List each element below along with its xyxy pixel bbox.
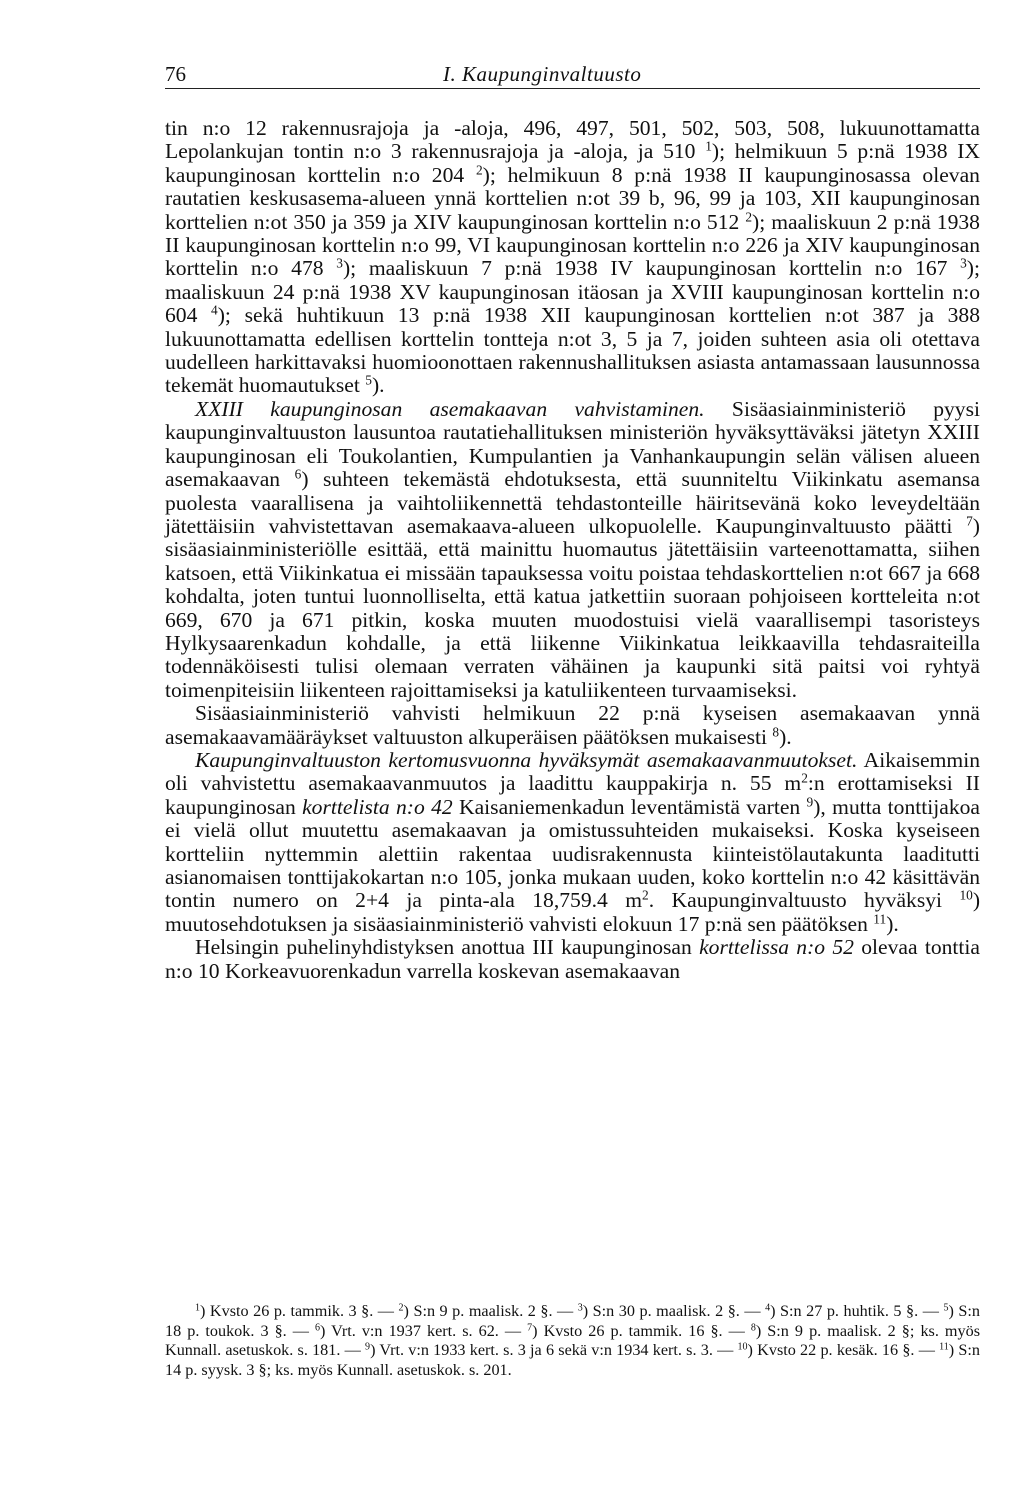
footnote-paragraph (165, 1302, 980, 1380)
paragraph (165, 936, 980, 983)
italic-heading: korttelissa n:o 52 (699, 935, 854, 960)
paragraph (165, 117, 980, 398)
text-run: ) S:n 9 p. maalisk. 2 §; ks. myös Kunnall. asetuskok. s. 181. — (165, 1321, 980, 1360)
paragraph (165, 398, 980, 702)
text-run: ). (371, 373, 385, 398)
footnote-marker: 11 (873, 911, 887, 927)
text-run: :n erottamiseksi II kaupunginosan (165, 771, 980, 819)
text-run: ). (779, 724, 792, 749)
text-run: Kaisaniemenkadun leventämistä varten (452, 794, 807, 819)
footnote-marker: 7 (527, 1322, 533, 1334)
running-header (165, 62, 980, 90)
text-run: Sisäasiainministeriö vahvisti helmikuun 22 p:nä kyseisen asemakaavan ynnä asemakaavamääräykset valtuuston alkuperäisen päätöksen mukaisesti (165, 701, 980, 749)
text-run: ); helmikuun 5 p:nä 1938 IX kaupunginosan korttelin n:o 204 (165, 139, 980, 187)
paragraph (165, 749, 980, 936)
text-run: ); maaliskuun 2 p:nä 1938 II kaupunginosan korttelin n:o 99, VI kaupunginosan korttelin n:o 226 ja XIV kaupunginosan korttelin n:o 478 (165, 209, 980, 281)
text-run: ) Vrt. v:n 1933 kert. s. 3 ja 6 sekä v:n 1934 kert. s. 3. — (370, 1341, 738, 1360)
text-run: ); maaliskuun 24 p:nä 1938 XV kaupunginosan itäosan ja XVIII kaupunginosan korttelin n:o 604 (165, 256, 980, 328)
text-run: Aikaisemmin oli vahvistettu asemakaavanmuutos ja laadittu kauppakirja n. 55 m (165, 747, 981, 796)
text-run: ) Vrt. v:n 1937 kert. s. 62. — (320, 1321, 528, 1340)
footnote-marker: 1 (195, 1302, 201, 1314)
text-run: tin n:o 12 rakennusrajoja ja -aloja, 496, 497, 501, 502, 503, 508, lukuunottamatta Lepolankujan tontin n:o 3 rakennusrajoja ja -aloja, ja 510 (165, 116, 980, 164)
text-run: ) Kvsto 22 p. kesäk. 16 §. — (747, 1341, 940, 1360)
text-run: ) S:n 27 p. huhtik. 5 §. — (770, 1302, 944, 1320)
footnote-marker: 8 (750, 1322, 756, 1334)
text-run: ) muutosehdotuksen ja sisäasiainministeriö vahvisti elokuun 17 p:nä sen päätöksen (165, 888, 981, 936)
italic-heading: korttelista n:o 42 (302, 794, 453, 819)
text-run: ), mutta tonttijakoa ei vielä ollut muutettu asemakaavan ja omistussuhteiden mukaiseksi. Koska kyseiseen kortteliin nyttemmin alettiin rakentaa uudisrakennusta kiinteistölautakunta laadituttі asianomaisen tonttijakokartan n:o 105, jonka mukaan uuden, koko korttelin n:o 42 käsittävän tontin numero on 2+4 ja pinta-ala 18,759.4 m (165, 794, 980, 913)
text-run: . Kaupunginvaltuusto hyväksyi (648, 888, 960, 913)
footnote-marker: 9 (365, 1341, 371, 1353)
footnote-marker: 2 (398, 1302, 404, 1314)
footnote-marker: 8 (772, 724, 780, 740)
text-run: Helsingin puhelinyhdistyksen anottua III kaupunginosan (195, 935, 700, 960)
text-run: ); helmikuun 8 p:nä 1938 II kaupunginosassa olevan rautatien keskusasema-alueen ynnä korttelien n:ot 39 b, 96, 99 ja 103, XII kaupunginosan korttelien n:ot 350 ja 359 ja XIV kaupunginosan korttelin n:o 512 (165, 162, 980, 234)
footnote-marker: 10 (959, 888, 973, 904)
page-number: 76 (165, 62, 186, 86)
italic-heading: XXIII kaupunginosan asemakaavan vahvistaminen. (195, 396, 705, 421)
footnote-marker: 11 (939, 1341, 949, 1353)
footnote-marker: 1 (705, 139, 712, 155)
text-run: ) S:n 9 p. maalisk. 2 §. — (403, 1302, 578, 1320)
footnote-marker: 3 (960, 256, 967, 272)
footnote-marker: 6 (294, 466, 302, 482)
paragraph (165, 702, 980, 749)
text-run: Sisäasiainministeriö pyysi kaupunginvaltuuston lausuntoa rautatiehallituksen ministeriön hyväksyttäväksi jätetyn XXIII kaupunginosan eli Toukolantien, Kumpulantien ja Vanhankaupungin selän välisen alueen asemakaavan (165, 396, 980, 492)
footnote-marker: 2 (475, 162, 483, 178)
text-run: ) S:n 14 p. syysk. 3 §; ks. myös Kunnall. asetuskok. s. 201. (165, 1341, 980, 1379)
text-run: ) suhteen tekemästä ehdotuksesta, että suunniteltu Viikinkatu asemansa puolesta vaarallisena ja vaihtoliikennettä tehdastonteille häiritsevänä koko leveydeltään jätettäisiin vahvistettavan asemakaava-alueen ulkopuolelle. Kaupunginvaltuusto päätti (165, 467, 980, 538)
footnote-marker: 3 (577, 1302, 583, 1314)
footnote-marker: 2 (801, 771, 808, 787)
text-run: olevaa tonttia n:o 10 Korkeavuorenkadun varrella koskevan asemakaavan (165, 935, 980, 983)
text-run: ) Kvsto 26 p. tammik. 3 §. — (200, 1302, 399, 1320)
footnotes (165, 1302, 980, 1380)
text-run: ); maaliskuun 7 p:nä 1938 IV kaupunginosan korttelin n:o 167 (342, 256, 961, 281)
footnote-marker: 5 (943, 1302, 949, 1314)
footnote-marker: 3 (336, 256, 343, 272)
text-run: ) sisäasiainministeriölle esittää, että mainittu huomautus jätettäisiin varteenottamatta, siihen katsoen, että Viikinkatua ei missään tapauksessa voitu poistaa tehdaskorttelien n:ot 667 ja 668 kohdalta, joten tuntui luonnolliselta, että katua jatkettiin suoraan pohjoiseen kortteleita n:ot 669, 670 ja 671 pitkin, koska muuten muodostuisi vielä vaarallisempi tasoristeys Hylkysaarenkadun kohdalle, ja että liikenne Viikinkatua leikkaavilla tehdasraiteilla todennäköisesti tulisi olemaan verraten vähäinen ja kaupunki sitä paitsi voi ryhtyä toimenpiteisiin liikenteen rajoittamiseksi ja katuliikenteen turvaamiseksi. (165, 513, 980, 702)
text-run: ); sekä huhtikuun 13 p:nä 1938 XII kaupunginosan korttelien n:ot 387 ja 388 lukuunottamatta edellisen korttelin tontteja n:ot 3, 5 ja 7, joiden suhteen asia oli otettava uudelleen harkittavaksi huomioonottaen rakennushallituksen asiasta antamassaan lausunnossa tekemät huomautukset (165, 303, 980, 398)
footnote-marker: 6 (315, 1322, 321, 1334)
footnote-marker: 7 (966, 513, 973, 529)
text-run: ) Kvsto 26 p. tammik. 16 §. — (532, 1321, 751, 1340)
footnote-marker: 2 (745, 209, 753, 225)
italic-heading: Kaupunginvaltuuston kertomusvuonna hyväksymät asemakaavanmuutokset. (195, 747, 858, 772)
footnote-marker: 10 (737, 1341, 748, 1353)
footnote-marker: 9 (806, 794, 814, 810)
footnote-marker: 4 (211, 302, 218, 318)
running-title: I. Kaupunginvaltuusto (443, 62, 642, 86)
footnote-marker: 5 (365, 373, 372, 389)
footnote-marker: 2 (642, 888, 649, 904)
text-run: ). (886, 911, 899, 936)
text-run: ) S:n 18 p. toukok. 3 §. — (165, 1302, 980, 1340)
footnote-marker: 4 (765, 1302, 771, 1314)
text-run: ) S:n 30 p. maalisk. 2 §. — (582, 1302, 766, 1320)
main-text (165, 117, 980, 983)
header-rule (165, 88, 980, 89)
